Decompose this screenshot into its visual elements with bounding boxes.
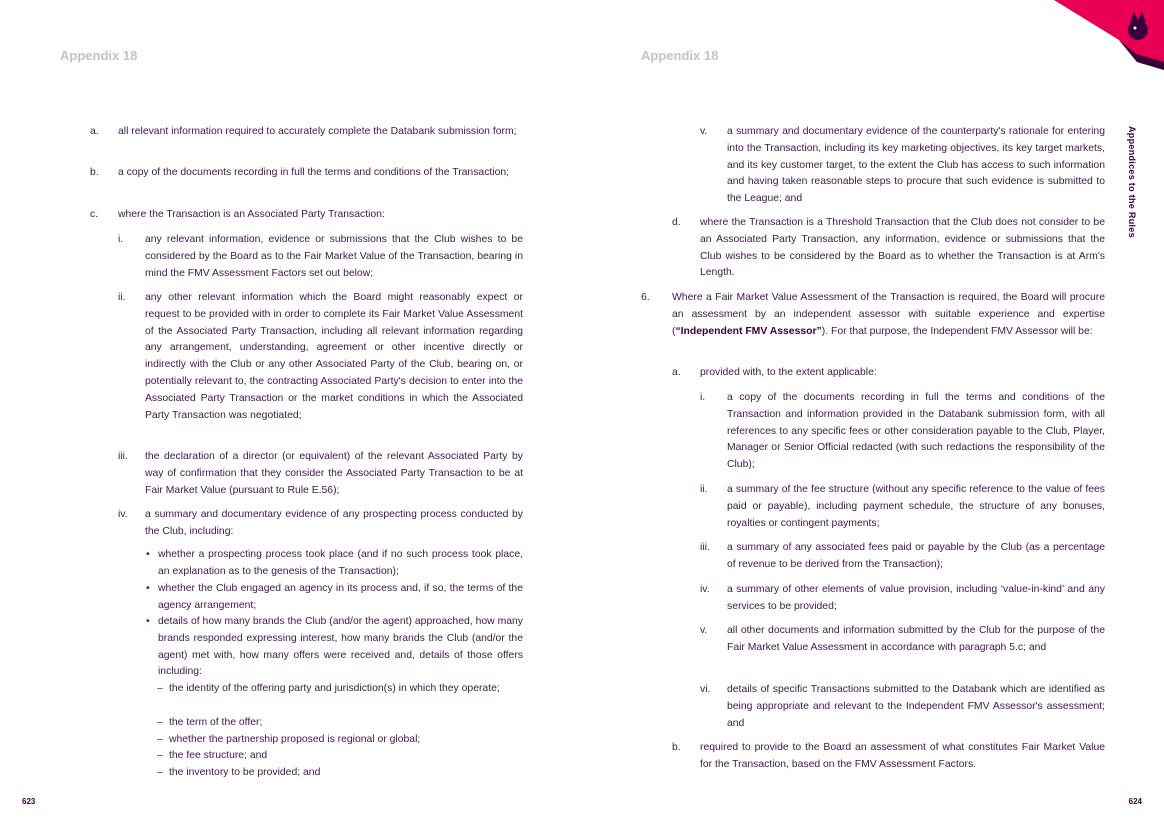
dash-partnership: whether the partnership proposed is regional or global; (169, 734, 421, 745)
item-c-ii: any other relevant information which the Board might reasonably expect or request to be provided with in order to complete its Fair Market Value Assessment of the Associated Party Transaction, including all relevant information regarding any arrangement, understanding, agreement or other incentive directly or indirectly with the Club or any other Associated Party of the Club, bearing on, or potentially relevant to, the contracting Associated Party's decision to enter into the Associated Party Transaction or the market conditions in which the Associated Party Transaction was negotiated; (145, 292, 523, 421)
item-6-a-v: all other documents and information submitted by the Club for the purpose of the Fair Market Value Assessment in accordance with paragraph 5.c; and (727, 625, 1105, 653)
dash-term: the term of the offer; (169, 717, 263, 728)
item-6-b: required to provide to the Board an assessment of what constitutes Fair Market Value for the Transaction, based on the FMV Assessment Factors. (700, 742, 1105, 770)
bullet-marker: • (146, 616, 150, 627)
defined-term: “Independent FMV Assessor” (675, 325, 822, 337)
page-header-right: Appendix 18 (641, 48, 719, 63)
dash-marker: – (157, 767, 163, 778)
page-header-left: Appendix 18 (60, 48, 138, 63)
item-6-a-iii: a summary of any associated fees paid or payable by the Club (as a percentage of revenue to be derived from the Transaction); (727, 542, 1105, 570)
item-6-a-ii: a summary of the fee structure (without any specific reference to the value of fees paid or payable), including payment schedule, the structure of any bonuses, royalties or contingent payments; (727, 484, 1105, 529)
item-marker: v. (700, 625, 708, 636)
item-marker: iii. (118, 451, 128, 462)
item-marker: i. (118, 234, 124, 245)
item-6-a-iv: a summary of other elements of value provision, including ‘value-in-kind’ and any services to be provided; (727, 584, 1105, 612)
item-marker: c. (90, 209, 99, 220)
dash-inventory: the inventory to be provided; and (169, 767, 321, 778)
item-6-a: provided with, to the extent applicable: (700, 367, 877, 378)
bullet-marker: • (146, 583, 150, 594)
item-marker: i. (700, 392, 706, 403)
item-c-v: a summary and documentary evidence of the counterparty's rationale for entering into the Transaction, including its key marketing objectives, its key target markets, and its key customer target, to the extent the Club has access to such information and having taken reasonable steps to procure that such evidence is submitted to the League; and (727, 126, 1105, 205)
item-marker: vi. (700, 684, 711, 695)
bullet-prospecting: whether a prospecting process took place (and if no such process took place, an explanation as to the genesis of the Transaction); (158, 549, 523, 577)
item-marker: iv. (700, 584, 710, 595)
item-marker: b. (672, 742, 681, 753)
item-marker: ii. (118, 292, 126, 303)
bullet-agency: whether the Club engaged an agency in its process and, if so, the terms of the agency arrangement; (158, 583, 523, 611)
dash-identity: the identity of the offering party and jurisdiction(s) in which they operate; (169, 683, 500, 694)
dash-marker: – (157, 717, 163, 728)
item-c-i: any relevant information, evidence or submissions that the Club wishes to be considered by the Board as to the Fair Market Value of the Transaction, bearing in mind the FMV Assessment Factors set out below; (145, 234, 523, 279)
section-6-text-1: Where a Fair Market Value Assessment of the Transaction is required, the Board will procure an assessment by an independent assessor with suitable experience and expertise ( (672, 292, 1105, 337)
item-marker: a. (90, 126, 99, 137)
item-c-iii: the declaration of a director (or equivalent) of the relevant Associated Party by way of confirmation that they consider the Associated Party Transaction to be at Fair Market Value (pursuant to Rule E.56); (145, 451, 523, 496)
item-marker: iv. (118, 509, 128, 520)
item-marker: iii. (700, 542, 710, 553)
page-number-right: 624 (1128, 797, 1142, 806)
item-marker: a. (672, 367, 681, 378)
item-6-a-vi: details of specific Transactions submitted to the Databank which are identified as being appropriate and relevant to the Independent FMV Assessor's assessment; and (727, 684, 1105, 729)
item-marker: ii. (700, 484, 708, 495)
dash-marker: – (157, 683, 163, 694)
item-a: all relevant information required to accurately complete the Databank submission form; (118, 126, 517, 137)
item-6-a-i: a copy of the documents recording in full the terms and conditions of the Transaction and information provided in the Databank submission form, with all references to any specific fees or other consideration payable to the Club, Player, Manager or Senior Official redacted (with such redactions the responsibility of the Club); (727, 392, 1105, 471)
dash-marker: – (157, 750, 163, 761)
item-d: where the Transaction is a Threshold Transaction that the Club does not consider to be an Associated Party Transaction, any information, evidence or submissions that the Club wishes to be considered by the Board as to whether the Transaction is at Arm's Length. (700, 217, 1105, 279)
item-marker: d. (672, 217, 681, 228)
bullet-brands: details of how many brands the Club (and/or the agent) approached, how many brands responded expressing interest, how many brands the Club (and/or the agent) met with, how many offers were received and, details of those offers including: (158, 616, 523, 678)
corner-accent (1014, 0, 1164, 70)
item-marker: v. (700, 126, 708, 137)
page-number-left: 623 (22, 797, 36, 806)
right-page (582, 0, 1164, 826)
section-6 (672, 290, 1105, 340)
dash-fee: the fee structure; and (169, 750, 268, 761)
dash-marker: – (157, 734, 163, 745)
item-b: a copy of the documents recording in full the terms and conditions of the Transaction; (118, 167, 510, 178)
item-c-iv: a summary and documentary evidence of any prospecting process conducted by the Club, including: (145, 509, 523, 537)
bullet-marker: • (146, 549, 150, 560)
item-c: where the Transaction is an Associated Party Transaction: (118, 209, 385, 220)
section-6-text-2: ). For that purpose, the Independent FMV Assessor will be: (821, 325, 1093, 337)
item-marker: b. (90, 167, 99, 178)
side-tab: Appendices to the Rules (1127, 126, 1137, 238)
section-marker: 6. (641, 292, 650, 303)
